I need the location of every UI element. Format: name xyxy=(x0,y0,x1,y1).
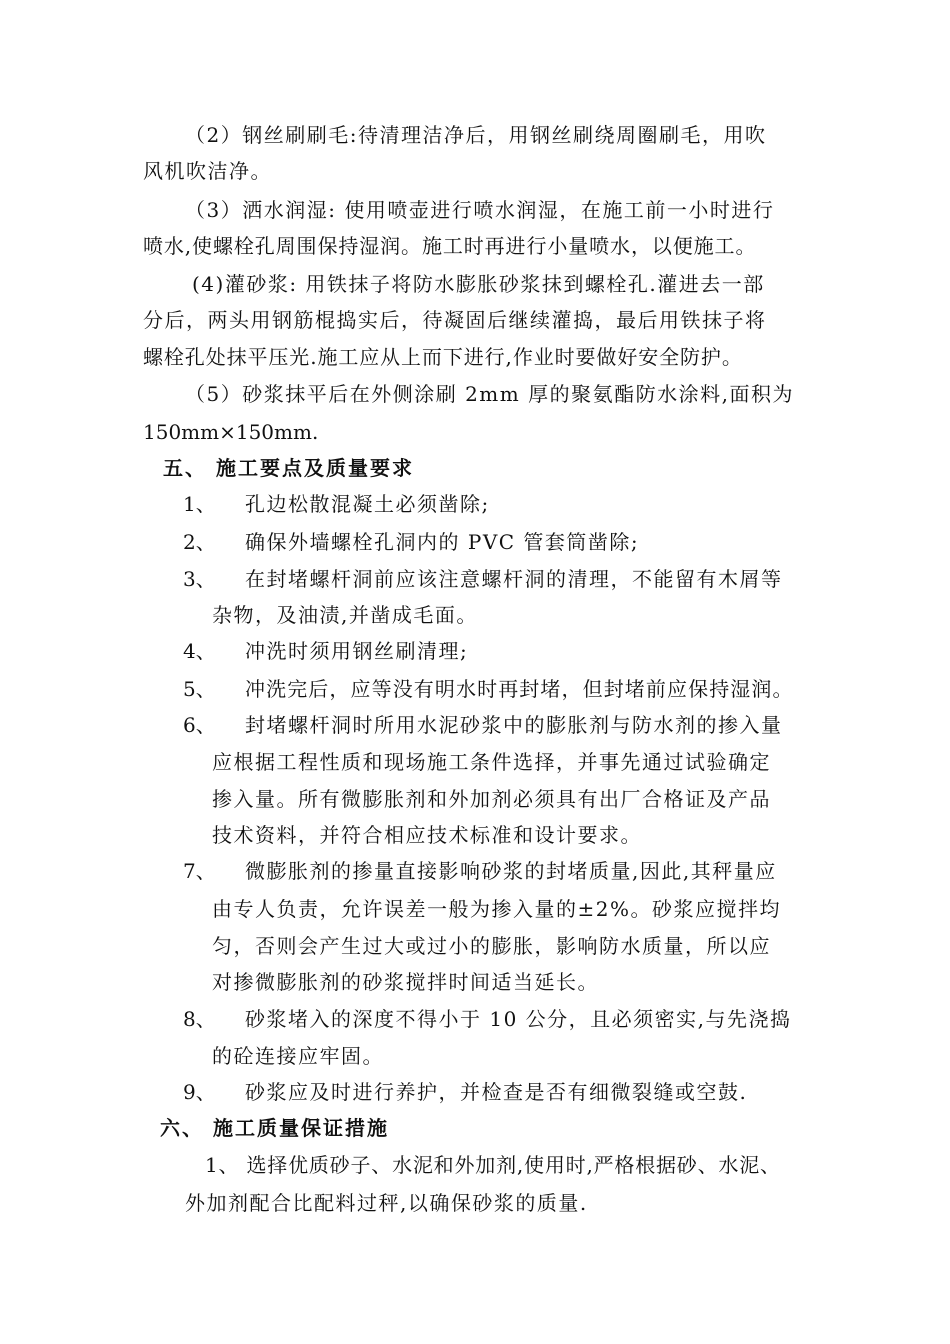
item-6-line-4: 技术资料，并符合相应技术标准和设计要求。 xyxy=(212,823,642,847)
item-9-line-1: 砂浆应及时进行养护，并检查是否有细微裂缝或空鼓. xyxy=(245,1080,748,1104)
item-5-line-1: 冲洗完后，应等没有明水时再封堵，但封堵前应保持湿润。 xyxy=(245,677,794,701)
step-3-line-1: （3）洒水润湿: 使用喷壶进行喷水润湿，在施工前一小时进行 xyxy=(185,198,775,222)
item-8-number: 8、 xyxy=(183,1007,216,1031)
section-5-heading: 五、 施工要点及质量要求 xyxy=(163,456,414,480)
section-6-item-1-line-1: 1、 选择优质砂子、水泥和外加剂,使用时,严格根据砂、水泥、 xyxy=(205,1153,781,1177)
item-4-line-1: 冲洗时须用钢丝刷清理; xyxy=(245,639,469,663)
step-3-line-2: 喷水,使螺栓孔周围保持湿润。施工时再进行小量喷水，以便施工。 xyxy=(143,234,757,258)
step-4-line-2: 分后，两头用钢筋棍捣实后，待凝固后继续灌捣，最后用铁抹子将 xyxy=(143,308,767,332)
step-4-line-1: (4)灌砂浆: 用铁抹子将防水膨胀砂浆抹到螺栓孔.灌进去一部 xyxy=(192,272,765,296)
item-6-line-2: 应根据工程性质和现场施工条件选择，并事先通过试验确定 xyxy=(212,750,771,774)
item-6-line-3: 掺入量。所有微膨胀剂和外加剂必须具有出厂合格证及产品 xyxy=(212,787,771,811)
item-1-number: 1、 xyxy=(183,492,216,516)
item-8-line-2: 的砼连接应牢固。 xyxy=(212,1044,384,1068)
item-1-line-1: 孔边松散混凝土必须凿除; xyxy=(245,492,490,516)
item-5-number: 5、 xyxy=(183,677,216,701)
item-3-number: 3、 xyxy=(183,567,216,591)
step-2-line-2: 风机吹洁净。 xyxy=(143,159,272,183)
item-7-line-3: 匀，否则会产生过大或过小的膨胀，影响防水质量，所以应 xyxy=(212,934,771,958)
step-5-line-2: 150mm×150mm. xyxy=(143,420,319,444)
item-8-line-1: 砂浆堵入的深度不得小于 10 公分，且必须密实,与先浇捣 xyxy=(245,1007,792,1031)
item-9-number: 9、 xyxy=(183,1080,216,1104)
item-7-line-2: 由专人负责，允许误差一般为掺入量的±2%。砂浆应搅拌均 xyxy=(212,897,781,921)
item-3-line-1: 在封堵螺杆洞前应该注意螺杆洞的清理，不能留有木屑等 xyxy=(245,567,783,591)
item-2-line-1: 确保外墙螺栓孔洞内的 PVC 管套筒凿除; xyxy=(245,530,640,554)
item-2-number: 2、 xyxy=(183,530,216,554)
item-7-line-1: 微膨胀剂的掺量直接影响砂浆的封堵质量,因此,其秤量应 xyxy=(245,859,777,883)
step-2-line-1: （2）钢丝刷刷毛:待清理洁净后，用钢丝刷绕周圈刷毛，用吹 xyxy=(185,123,767,147)
section-6-item-1-line-2: 外加剂配合比配料过秤,以确保砂浆的质量. xyxy=(185,1191,588,1215)
step-4-line-3: 螺栓孔处抹平压光.施工应从上而下进行,作业时要做好安全防护。 xyxy=(143,345,743,369)
step-5-line-1: （5）砂浆抹平后在外侧涂刷 2mm 厚的聚氨酯防水涂料,面积为 xyxy=(185,382,794,406)
section-6-heading: 六、 施工质量保证措施 xyxy=(160,1116,389,1140)
item-3-line-2: 杂物，及油渍,并凿成毛面。 xyxy=(212,603,478,627)
item-7-line-4: 对掺微膨胀剂的砂浆搅拌时间适当延长。 xyxy=(212,970,599,994)
item-6-number: 6、 xyxy=(183,713,216,737)
item-4-number: 4、 xyxy=(183,639,216,663)
item-6-line-1: 封堵螺杆洞时所用水泥砂浆中的膨胀剂与防水剂的掺入量 xyxy=(245,713,783,737)
item-7-number: 7、 xyxy=(183,859,216,883)
